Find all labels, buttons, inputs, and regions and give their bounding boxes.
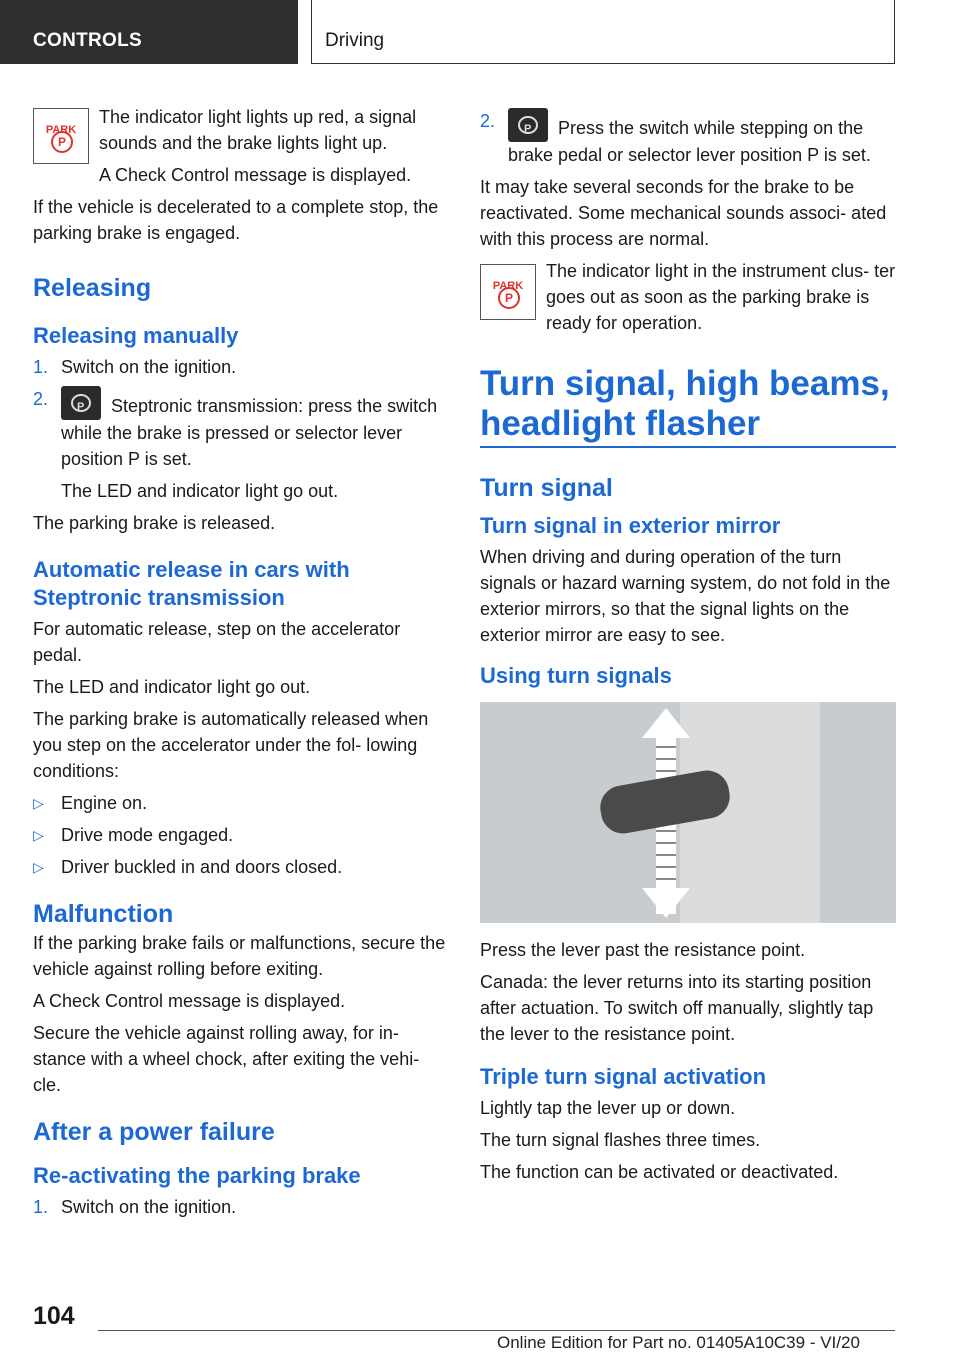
indicator-block — [33, 96, 450, 188]
list-item: 2. P Press the switch while stepping on the brake pedal or selector lever position P is set. — [480, 108, 896, 168]
park-indicator-icon: PARK P — [33, 108, 89, 164]
parking-brake-switch-icon — [61, 386, 101, 420]
heading-releasing-manually: Releasing manually — [33, 323, 239, 348]
paragraph: The LED and indicator light go out. — [33, 677, 311, 697]
list-item: 1. Switch on the ignition. — [33, 357, 237, 377]
left-column — [33, 96, 450, 1226]
paragraph: The turn signal flashes three times. — [480, 1130, 761, 1150]
heading-using-turn-signals: Using turn signals — [480, 663, 672, 688]
indicator-text: A Check Control message is displayed. — [99, 165, 412, 185]
heading-turn-signal: Turn signal — [480, 474, 613, 502]
list-item: ▷ Driver buckled in and doors closed. — [33, 857, 343, 877]
list-item: ▷ Drive mode engaged. — [33, 825, 234, 845]
heading-turn-signal-main: Turn signal, high beams, headlight flasher — [480, 364, 896, 448]
section-title: CONTROLS — [33, 30, 143, 51]
paragraph: If the vehicle is decelerated to a complete stop, the parking brake is engaged. — [33, 197, 439, 243]
footer-divider — [98, 1330, 895, 1331]
heading-power-failure: After a power failure — [33, 1118, 275, 1146]
paragraph: If the parking brake fails or malfunctions, secure the vehicle against rolling before exiting. — [33, 933, 446, 979]
parking-brake-switch-icon — [508, 108, 548, 142]
heading-automatic-release: Automatic release in cars with Steptronic transmission — [33, 557, 350, 610]
heading-releasing: Releasing — [33, 274, 152, 302]
park-indicator-icon: PARK P — [480, 264, 536, 320]
indicator-block — [480, 258, 896, 336]
paragraph: Press the lever past the resistance point. — [480, 940, 806, 960]
list-item: 2. P Steptronic transmission: press the switch while the brake is pressed or selector lever position P is set. — [33, 386, 450, 472]
indicator-text: The indicator light in the instrument clus‐ ter goes out as soon as the parking brake is ready for operation. — [546, 261, 896, 333]
step-note: The LED and indicator light go out. — [61, 481, 339, 501]
edition-text: Online Edition for Part no. 01405A10C39 - VI/20 — [497, 1333, 860, 1352]
list-item: ▷ Engine on. — [33, 793, 148, 813]
paragraph: A Check Control message is displayed. — [33, 991, 346, 1011]
paragraph: When driving and during operation of the turn signals or hazard warning system, do not fold in the exterior mirrors, so that the signal lights on the exterior mirror are easy to see. — [480, 547, 891, 645]
chapter-tab — [311, 0, 895, 64]
chapter-title: Driving — [325, 30, 385, 51]
right-column — [480, 108, 896, 1191]
paragraph: The function can be activated or deactivated. — [480, 1162, 839, 1182]
paragraph: The parking brake is released. — [33, 513, 276, 533]
page-number: 104 — [33, 1302, 75, 1330]
heading-mirror-signal: Turn signal in exterior mirror — [480, 513, 781, 538]
paragraph: Secure the vehicle against rolling away, for in‐ stance with a wheel chock, after exiting the vehi‐ cle. — [33, 1023, 420, 1095]
paragraph: For automatic release, step on the accelerator pedal. — [33, 619, 401, 665]
paragraph: Lightly tap the lever up or down. — [480, 1098, 736, 1118]
turn-signal-lever-photo — [480, 702, 896, 923]
paragraph: Canada: the lever returns into its starting position after actuation. To switch off manually, slightly tap the lever to the resistance point. — [480, 972, 874, 1044]
heading-triple-turn-signal: Triple turn signal activation — [480, 1064, 767, 1089]
section-tab — [0, 0, 298, 64]
paragraph: The parking brake is automatically released when you step on the accelerator under the fol‐ lowing conditions: — [33, 709, 429, 781]
list-item: 1. Switch on the ignition. — [33, 1197, 237, 1217]
heading-malfunction: Malfunction — [33, 900, 174, 928]
paragraph: It may take several seconds for the brake to be reactivated. Some mechanical sounds associ‐ ated with this process are normal. — [480, 177, 887, 249]
heading-reactivating: Re-activating the parking brake — [33, 1163, 361, 1188]
indicator-text: The indicator light lights up red, a signal sounds and the brake lights light up. — [99, 107, 417, 153]
